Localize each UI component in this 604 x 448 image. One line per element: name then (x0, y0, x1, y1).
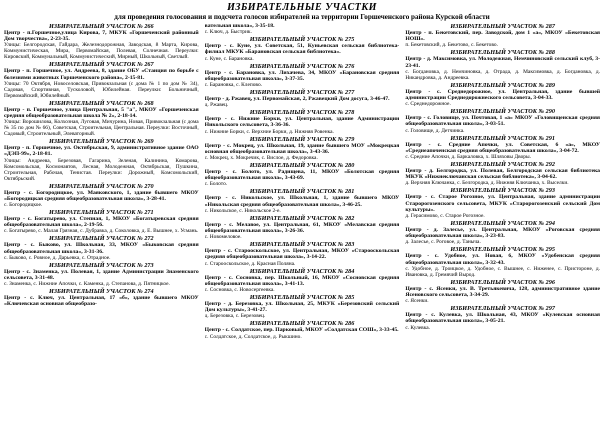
polling-station-section (205, 23, 400, 35)
polling-station-center: Центр - п. Бекетовский, пер. Заводской, дом 1 «а», МКОУ «Бекетовская НОШ». (405, 30, 600, 43)
polling-station-title: ИЗБИРАТЕЛЬНЫЙ УЧАСТОК № 271 (49, 209, 154, 217)
polling-station-section (205, 89, 400, 108)
polling-station-streets: с. Куне, с. Барановка. (204, 55, 254, 62)
polling-station-streets: д. Залесье, с. Роговое, д. Таныча. (405, 239, 481, 246)
polling-station-section (4, 23, 199, 60)
polling-station-title: ИЗБИРАТЕЛЬНЫЙ УЧАСТОК № 278 (249, 109, 355, 117)
polling-station-streets: с. Средние Апочки, д. Баркаловка, х. Шляховы Дворы. (405, 154, 531, 161)
polling-station-section (4, 288, 199, 307)
polling-station-section (205, 268, 400, 293)
polling-station-title: ИЗБИРАТЕЛЬНЫЙ УЧАСТОК № 287 (450, 23, 555, 30)
polling-station-center: Центр - с. Никольское, ул. Школьная, 1, здание бывшего МКОУ «Никольская средняя общеобразовательная школа», 3-46-25. (204, 195, 400, 208)
polling-station-streets: с. Головище, д. Детчинка. (405, 127, 465, 134)
polling-station-streets: с. Богородицкое. (4, 202, 43, 209)
polling-station-section (405, 187, 600, 219)
polling-station-streets: п. Бекетовский, д. Бекетово, с. Бекетово. (405, 42, 498, 49)
polling-station-section (405, 220, 600, 245)
polling-station-center: Центр - с. Головище, ул. Почтовая, 1 «а» МКОУ «Головищенская средняя общеобразовательная школа», 3-03-51. (405, 115, 600, 128)
polling-station-streets: с. Ясенки. (405, 298, 429, 305)
polling-station-center: Центр - п. Горшечное, ул. Октябрьская, 9, административное здание ОАО «ДЭП-99», 2-18-81. (4, 145, 199, 158)
polling-station-section (405, 82, 600, 107)
polling-station-title: ИЗБИРАТЕЛЬНЫЙ УЧАСТОК № 270 (49, 182, 154, 190)
polling-station-center: Центр - с. Ясенки, ул. В. Третьякевича, 128, административное здание Ясеновского сельсовета, 3-34-29. (405, 285, 600, 299)
polling-station-section (405, 108, 600, 133)
polling-station-streets: д. Березовка, с. Березовец. (204, 313, 266, 320)
polling-station-title: ИЗБИРАТЕЛЬНЫЙ УЧАСТОК № 296 (450, 278, 555, 286)
polling-station-center: Центр - с. Удобное, ул. Новая, 6, МКОУ «Удобенская средняя общеобразовательная школа», 3-32-43. (405, 253, 600, 266)
polling-station-section (4, 183, 199, 208)
polling-station-streets: д. Верхняя Ключанка, с. Белгородка, д. Нижняя Ключанка, х. Выселки. (405, 180, 569, 187)
polling-station-section (205, 109, 400, 134)
polling-station-title: ИЗБИРАТЕЛЬНЫЙ УЧАСТОК № 291 (450, 134, 555, 142)
polling-station-streets: с. Кулевка. (405, 324, 430, 331)
polling-station-streets: с. Нижние Борки, с. Верхние Борки, д. Нижняя Ровенка. (204, 128, 334, 135)
column-1 (4, 23, 199, 448)
polling-station-center: Центр - с. Солдатское, пер. Парковый, МКОУ «Солдатская СОШ», 3-33-45. (204, 327, 399, 334)
polling-station-center: Центр - с. Барановка, ул. Лихачева, 34, МКОУ «Барановская средняя общеобразовательная школа», 3-37-35. (204, 69, 400, 82)
polling-station-section (205, 63, 400, 88)
polling-station-center: Центр - д. Залесье, ул. Центральная, МКОУ «Роговская средняя общеобразовательная школа», 3-23-83. (405, 227, 600, 240)
polling-station-center: Центр - д. Максимовка, ул. Молодежная, Немчиновский сельский клуб, 3-23-41. (405, 56, 600, 69)
polling-station-streets: с. Сосновка, с. Новосергеевка. (204, 287, 275, 294)
polling-station-center: Центр - с. Куне, ул. Советская, 51, Куньевская сельская библиотека-филиал МКУК «Барановская сельская библиотека». (204, 43, 400, 56)
polling-station-center: Центр - с. Богородицкое, ул. Маяковского, 1, здание бывшего МКОУ «Богородицкая средняя общеобразовательная школа», 3-28-41. (4, 189, 199, 202)
polling-station-center: Центр - д. Ржавец, ул. Первомайская, 2, Ржавецкий Дом досуга, 3-46-47. (204, 96, 390, 103)
polling-station-title: ИЗБИРАТЕЛЬНЫЙ УЧАСТОК № 275 (249, 36, 355, 44)
polling-station-section (4, 235, 199, 260)
document-subtitle: для проведения голосования и подсчета голосов избирателей на территории Горшеченского района Курской области (114, 13, 490, 21)
polling-station-title: ИЗБИРАТЕЛЬНЫЙ УЧАСТОК № 279 (249, 135, 355, 143)
polling-station-center: вательная школа», 3-35-18. (204, 23, 275, 29)
polling-station-center: Центр - с. Кулевка, ул. Школьная, 43, МКОУ «Кулевская основная общеобразовательная школа», 3-05-21. (405, 312, 600, 325)
polling-station-section (405, 246, 600, 277)
polling-station-center: Центр - с. Знаменка, ул. Полевая, 1, здание Администрации Знаменского сельсовета, 3-31-48. (4, 268, 199, 282)
polling-station-center: Центр - д. Белгородка, ул. Полевая, Белгородская сельская библиотека МКУК «Нижнеключанская сельская библиотека», 3-04-62. (405, 168, 600, 181)
polling-station-center: Центр - с. Мокрец, ул. Школьная, 19, здание бывшего МОУ «Мокрецкая основная общеобразовательная школа», 3-43-36. (204, 142, 400, 155)
polling-station-streets: с. Среднедорожное. (405, 101, 451, 108)
polling-station-section (405, 279, 600, 304)
polling-station-title: ИЗБИРАТЕЛЬНЫЙ УЧАСТОК № 282 (249, 214, 355, 222)
polling-station-title: ИЗБИРАТЕЛЬНЫЙ УЧАСТОК № 294 (450, 220, 555, 228)
polling-station-section (405, 49, 600, 80)
polling-station-section (205, 136, 400, 161)
polling-station-streets: с. Новомеловое. (204, 234, 242, 241)
polling-station-title: ИЗБИРАТЕЛЬНЫЙ УЧАСТОК № 290 (450, 108, 555, 116)
polling-station-section (205, 294, 400, 319)
column-2 (205, 23, 400, 448)
polling-station-center: Центр - с. Болото, ул. Радищева, 11, МКОУ «Болотская средняя общеобразовательная школа», 3-43-69. (204, 169, 400, 182)
polling-station-title: ИЗБИРАТЕЛЬНЫЙ УЧАСТОК № 272 (49, 235, 154, 243)
polling-station-section (4, 262, 199, 287)
column-3 (405, 23, 600, 448)
polling-station-title: ИЗБИРАТЕЛЬНЫЙ УЧАСТОК № 288 (450, 49, 555, 57)
polling-station-title: ИЗБИРАТЕЛЬНЫЙ УЧАСТОК № 295 (450, 246, 555, 254)
polling-station-title: ИЗБИРАТЕЛЬНЫЙ УЧАСТОК № 285 (249, 294, 355, 302)
polling-station-title: ИЗБИРАТЕЛЬНЫЙ УЧАСТОК № 283 (249, 241, 355, 249)
polling-station-section (405, 161, 600, 186)
polling-station-center: Центр - с. Нижние Борки, ул. Центральная, здание Администрации Никольского сельсовета, 3-36-36. (204, 116, 400, 129)
polling-station-section (4, 209, 199, 234)
polling-station-section (405, 135, 600, 160)
polling-station-section (205, 162, 400, 187)
polling-station-center: Центр - д. Березовка, ул. Школьная, 25, МКУК «Березовский сельский Дом культуры», 3-41-27. (204, 301, 400, 314)
polling-station-title: ИЗБИРАТЕЛЬНЫЙ УЧАСТОК № 274 (49, 288, 154, 296)
polling-station-streets: д. Ржавец. (204, 102, 229, 109)
polling-station-center: Центр - с. Быково, ул. Школьная, 33, МКОУ «Быковская средняя общеобразовательная школа», 3-31-36. (4, 242, 199, 255)
polling-station-center: Центр - с. Старое Рогозное, ул. Центральная, здание администрации Старорогозенского сельсовета, МКУК «Старорогозенский сельский Дом культуры». (405, 194, 600, 213)
document-title: ИЗБИРАТЕЛЬНЫЕ УЧАСТКИ (227, 2, 377, 13)
polling-station-title: ИЗБИРАТЕЛЬНЫЙ УЧАСТОК № 268 (49, 99, 154, 107)
polling-station-section (205, 188, 400, 213)
polling-station-streets: с. Богдановка, д. Немчиновка, д. Отрада, д. Максимовка, д. Богдановка, д. Никандровка, д. Андреевка. (405, 68, 600, 81)
polling-station-title: ИЗБИРАТЕЛЬНЫЙ УЧАСТОК № 266 (49, 23, 154, 30)
polling-station-center: Центр - с. Среднедорожное, ул. Центральная, здание бывшей администрации Среднедорожнеского сельсовета, 3-04-33. (405, 88, 600, 102)
polling-station-title: ИЗБИРАТЕЛЬНЫЙ УЧАСТОК № 284 (249, 267, 355, 275)
polling-station-title: ИЗБИРАТЕЛЬНЫЙ УЧАСТОК № 281 (249, 188, 355, 196)
polling-station-title: ИЗБИРАТЕЛЬНЫЙ УЧАСТОК № 273 (49, 261, 154, 269)
polling-station-center: Центр - с. Средние Апочки, ул. Советская, 6 «а», МКОУ «Среднеапоченская средняя общеобразовательная школа», 3-04-72. (405, 141, 600, 154)
polling-station-title: ИЗБИРАТЕЛЬНЫЙ УЧАСТОК № 286 (249, 320, 355, 328)
polling-station-streets: с. Солдатское, д. Солдатское, д. Рыкшино. (204, 333, 302, 340)
polling-station-section (205, 215, 400, 240)
polling-station-streets: д. Герасимово, с. Старое Рогозное. (405, 213, 485, 220)
polling-station-section (4, 100, 199, 137)
polling-station-center: Центр - с. Сосновка, пер. Школьный, 16, МКОУ «Сосновская средняя общеобразовательная школа», 3-41-13. (204, 274, 400, 287)
polling-station-title: ИЗБИРАТЕЛЬНЫЙ УЧАСТОК № 269 (49, 138, 154, 146)
polling-station-title: ИЗБИРАТЕЛЬНЫЙ УЧАСТОК № 292 (450, 161, 555, 169)
polling-station-section (4, 61, 199, 98)
polling-station-title: ИЗБИРАТЕЛЬНЫЙ УЧАСТОК № 267 (49, 61, 154, 69)
polling-station-title: ИЗБИРАТЕЛЬНЫЙ УЧАСТОК № 280 (249, 162, 355, 170)
polling-station-streets: с. Никольское, с. Никольское 2-е. (204, 207, 281, 214)
polling-station-center: Центр - с. Ключ, ул. Центральная, 17 «б», здание бывшего МКОУ «Ключевская основная общеобразо- (4, 295, 199, 308)
polling-station-section (405, 23, 600, 48)
polling-station-streets: Улицы: 70 Октября, Новоселовская, Привокзальная (с дома № 1 по дом № 34), Садовая, Спортивная, Тусколовой, Юбилейная. Переулки: Больничный, Первомайский, Юбилейный. (4, 80, 199, 99)
polling-station-section (4, 138, 199, 181)
polling-station-center: Центр - п. Горшечное, улица Центральная, 5 "а", МКОУ «Горшеченская средняя общеобразовательная школа № 2», 2-18-14. (4, 106, 199, 120)
polling-station-title: ИЗБИРАТЕЛЬНЫЙ УЧАСТОК № 289 (450, 81, 555, 89)
polling-station-title: ИЗБИРАТЕЛЬНЫЙ УЧАСТОК № 276 (249, 62, 355, 70)
polling-station-center: Центр - с. Богатырево, ул. Степная, 1, МКОУ «Богатыревская средняя общеобразовательная школа», 2-19-56. (4, 216, 199, 229)
polling-station-streets: Улицы: Ворошилова, Колхозная, Луговая, Мичурина, Новая, Привокзальная (с дома № 35 по дом № 66), Советская, Строительная, Центральная. Переулки: Восточный, Садовый, Строительный, Элеваторный. (4, 119, 199, 138)
polling-station-streets: Улицы: Андреева, Березовая, Гагарина, Зеленая, Калинина, Комарова, Комсомольская, Космонавтов, Лесная, Молодежная, Октябрьская, Пушкина, Строительная, Рабочая, Тенистая. Переулки: Дорожный, Комсомольский, Октябрьский. (4, 157, 199, 182)
columns-container (4, 23, 600, 448)
polling-station-title: ИЗБИРАТЕЛЬНЫЙ УЧАСТОК № 297 (450, 305, 555, 313)
polling-station-center: Центр - п. Горшечное, ул. Андреева, 8, здание ОБУ «Станция по борьбе с болезнями животных Горшеченского района», 2-15-81. (4, 68, 199, 81)
polling-station-section (205, 320, 400, 339)
polling-station-section (405, 305, 600, 330)
polling-station-title: ИЗБИРАТЕЛЬНЫЙ УЧАСТОК № 277 (249, 89, 355, 97)
polling-station-center: Центр - с. Старооскольское, ул. Центральная, МКОУ «Старооскольская средняя общеобразовательная школа», 3-14-22. (204, 248, 400, 261)
polling-station-section (205, 36, 400, 61)
polling-station-center: Центр - п.Горшечное,улица Кирова, 7, МКУК «Горшеченский районный Дом творчества», 2-23-35. (4, 30, 199, 43)
polling-station-streets: с. Болото. (204, 181, 228, 188)
polling-station-title: ИЗБИРАТЕЛЬНЫЙ УЧАСТОК № 293 (450, 187, 555, 195)
polling-station-streets: с. Знаменка, с. Нижние Апочки, с. Каменка, д. Степанова, д. Пятницкое. (4, 281, 170, 288)
polling-station-streets: с. Ключ, д. Быстрик. (204, 29, 252, 36)
polling-station-center: Центр - с. Мелавое, ул. Центральная, 61, МКОУ «Мелавская средняя общеобразовательная школа», 3-26-36. (204, 221, 400, 235)
polling-station-streets: Улицы: Белгородская, Гайдара, Железнодорожная, Заводская, 8 Марта, Кирова, Коммунистическая, Мира, Первомайская, Полевая, Солнечная. Переулки: Кировский, Коммунальный, Коммунистический, Мирный, Школьный, Светлый. (4, 42, 199, 61)
polling-station-section (205, 241, 400, 266)
polling-station-streets: с. Быково, с. Ровное, д. Дарьевка, с. Отрадное. (4, 254, 111, 261)
polling-station-streets: с. Богатырево, с. Малая Грязная, с. Дубравка, д. Соколовка, д. Е. Вышнее, х. Усмань. (4, 228, 199, 235)
polling-station-streets: с. Барановка, с. Клепово. (204, 82, 262, 89)
polling-station-streets: с. Старооскольское, д. Красная Поляна. (204, 260, 296, 267)
polling-station-streets: с. Удобное, д. Троицкое, д. Удобное, с. Вышнее, с. Ниженее, с. Пристороне, д. Ивановка, д. Гремячий Вырод. (405, 265, 600, 278)
polling-station-streets: с. Мокрец, х. Мокречик, с. Вислое, д. Федоровка. (204, 155, 318, 162)
